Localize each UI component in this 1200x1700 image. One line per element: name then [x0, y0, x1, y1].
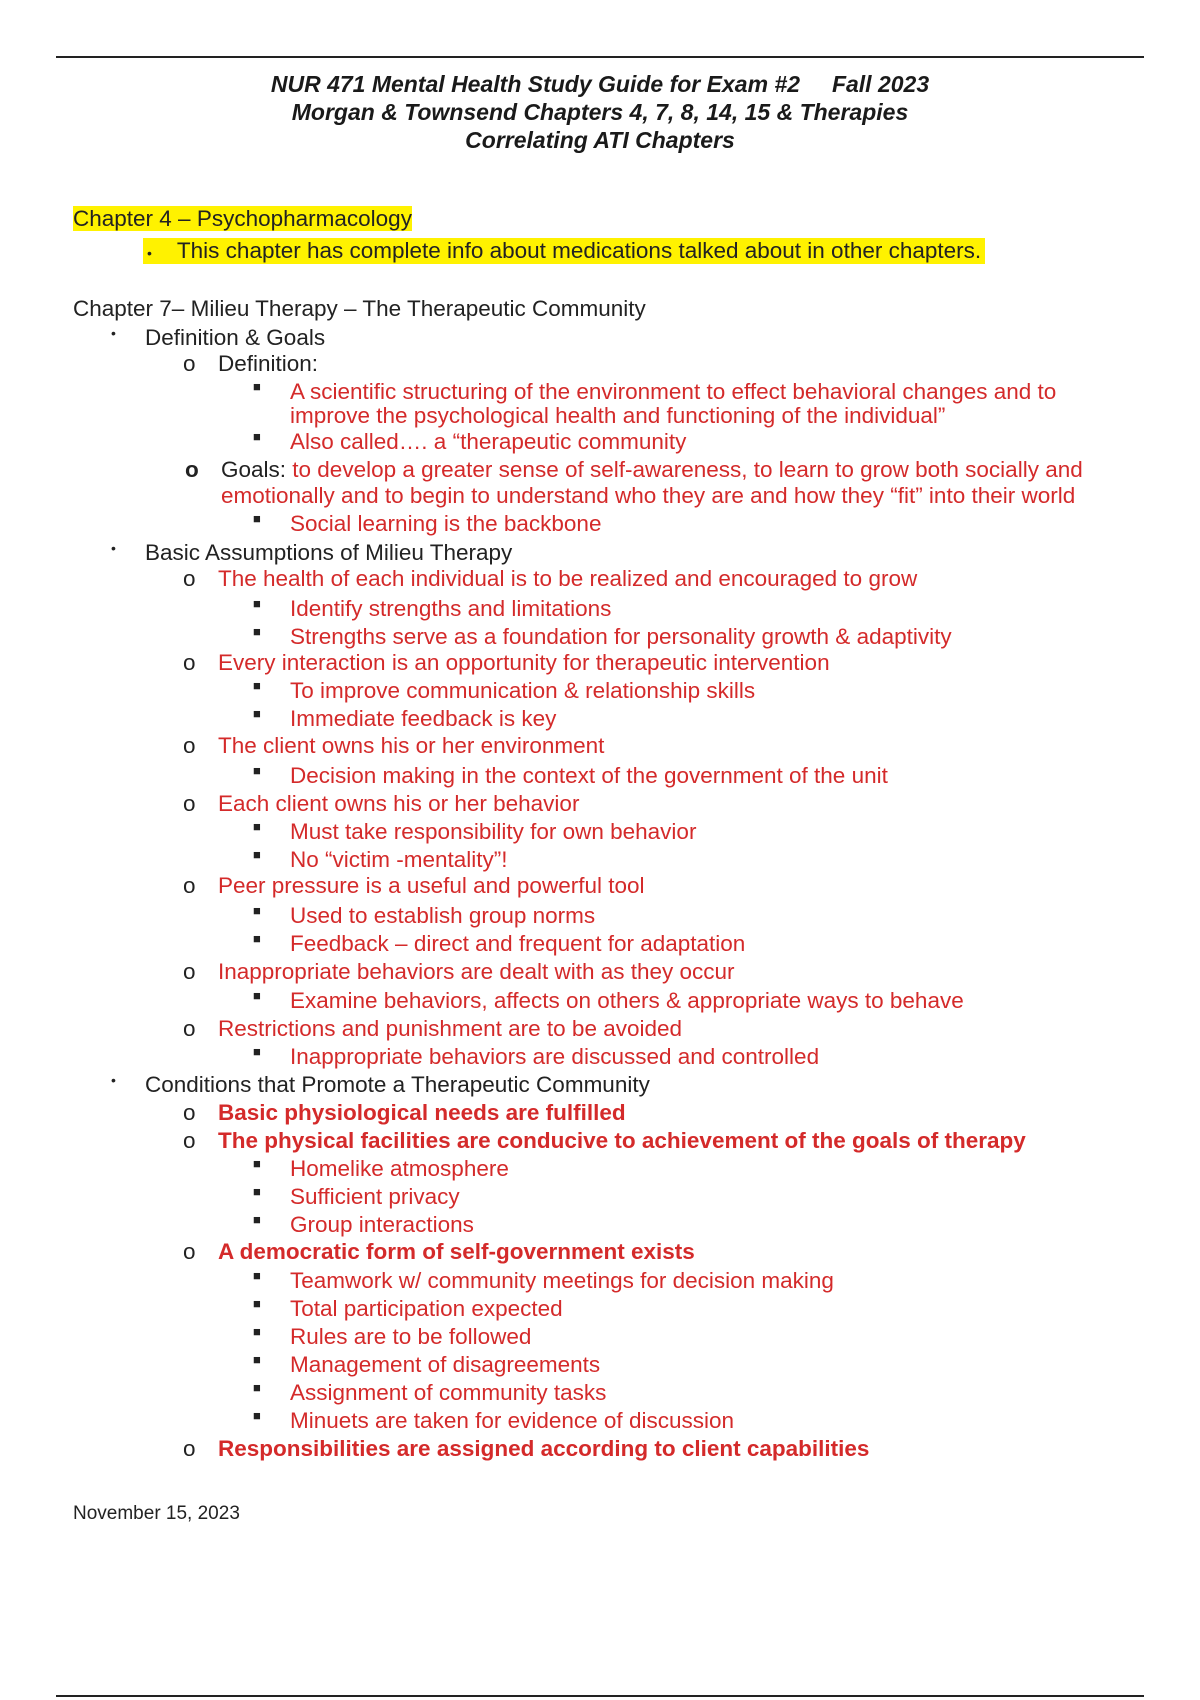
list-item: [73, 1044, 1153, 1072]
chapter-4-note-highlight: [143, 238, 985, 264]
condition-item: [73, 1436, 1153, 1464]
list-item: [73, 706, 1153, 733]
list-item: [73, 1296, 1153, 1324]
chapter-4-note: [73, 238, 1153, 272]
section-basic-assumptions: [73, 540, 1153, 566]
list-item-continuation: [73, 403, 1153, 429]
goals-continuation: [73, 483, 1153, 511]
list-item: [73, 511, 1153, 540]
square-bullet-icon: ■: [253, 1184, 261, 1199]
item-text: Also called…. a “therapeutic community: [290, 429, 687, 454]
assumption-item: [73, 566, 1153, 596]
assumption-item: [73, 733, 1153, 763]
bullet-icon: •: [111, 540, 116, 556]
section-label: Basic Assumptions of Milieu Therapy: [145, 540, 513, 565]
list-item: [73, 1324, 1153, 1352]
item-text: Used to establish group norms: [290, 903, 596, 928]
list-item: [73, 1184, 1153, 1212]
square-bullet-icon: ■: [253, 678, 261, 693]
list-item: [73, 624, 1153, 650]
assumption-item: [73, 959, 1153, 988]
goals-text-cont: emotionally and to begin to understand who they are and how they “fit” into their world: [221, 483, 1076, 508]
item-text: A scientific structuring of the environment to effect behavioral changes and to: [290, 379, 1057, 404]
item-text: Basic physiological needs are fulfilled: [218, 1100, 626, 1125]
bottom-rule: [56, 1695, 1144, 1697]
square-bullet-icon: ■: [253, 624, 261, 639]
item-text: A democratic form of self-government exists: [218, 1239, 695, 1264]
square-bullet-icon: ■: [253, 988, 261, 1003]
assumption-item: [73, 650, 1153, 678]
list-item: [73, 1380, 1153, 1408]
chapter-4-title: Chapter 4 – Psychopharmacology: [73, 206, 412, 231]
document-header: [0, 70, 1200, 154]
list-item: [73, 763, 1153, 791]
header-title: NUR 471 Mental Health Study Guide for Exam #2 Fall 2023: [270, 71, 930, 97]
square-bullet-icon: ■: [253, 847, 261, 862]
item-text: To improve communication & relationship skills: [290, 678, 756, 703]
item-text: Examine behaviors, affects on others & appropriate ways to behave: [290, 988, 964, 1013]
circle-bullet-icon: o: [185, 457, 199, 482]
square-bullet-icon: ■: [253, 1380, 261, 1395]
definition-item: [73, 351, 1153, 379]
square-bullet-icon: ■: [253, 819, 261, 834]
item-text: Responsibilities are assigned according to client capabilities: [218, 1436, 870, 1461]
square-bullet-icon: ■: [253, 511, 261, 526]
item-text: Rules are to be followed: [290, 1324, 532, 1349]
chapter-7-title: Chapter 7– Milieu Therapy – The Therapeutic Community: [73, 296, 646, 321]
bullet-icon: •: [147, 245, 152, 261]
bullet-icon: •: [111, 325, 116, 341]
list-item: [73, 1268, 1153, 1296]
item-text: Strengths serve as a foundation for personality growth & adaptivity: [290, 624, 952, 649]
item-text: Decision making in the context of the government of the unit: [290, 763, 888, 788]
square-bullet-icon: ■: [253, 596, 261, 611]
square-bullet-icon: ■: [253, 1044, 261, 1059]
section-conditions: [73, 1072, 1153, 1100]
header-chapters: Morgan & Townsend Chapters 4, 7, 8, 14, 15 & Therapies: [291, 99, 909, 125]
item-text: No “victim -mentality”!: [290, 847, 508, 872]
circle-bullet-icon: o: [183, 1239, 196, 1264]
square-bullet-icon: ■: [253, 1156, 261, 1171]
square-bullet-icon: ■: [253, 1212, 261, 1227]
square-bullet-icon: ■: [253, 1268, 261, 1283]
circle-bullet-icon: o: [183, 1016, 196, 1041]
section-label: Definition & Goals: [145, 325, 326, 350]
item-text: Group interactions: [290, 1212, 474, 1237]
item-text: Inappropriate behaviors are discussed and controlled: [290, 1044, 820, 1069]
goals-label: Goals:: [221, 457, 287, 482]
square-bullet-icon: ■: [253, 379, 261, 394]
footer-date: November 15, 2023: [73, 1503, 240, 1524]
circle-bullet-icon: o: [183, 1436, 196, 1461]
condition-item: [73, 1100, 1153, 1128]
item-text: Total participation expected: [290, 1296, 563, 1321]
item-text: Minuets are taken for evidence of discussion: [290, 1408, 734, 1433]
item-text: Must take responsibility for own behavior: [290, 819, 697, 844]
item-text: Identify strengths and limitations: [290, 596, 612, 621]
list-item: [73, 931, 1153, 959]
chapter-7-heading: [73, 296, 1153, 325]
circle-bullet-icon: o: [183, 1128, 196, 1153]
item-text: Teamwork w/ community meetings for decision making: [290, 1268, 834, 1293]
square-bullet-icon: ■: [253, 1296, 261, 1311]
item-text: Sufficient privacy: [290, 1184, 460, 1209]
list-item: [73, 988, 1153, 1016]
item-text: Each client owns his or her behavior: [218, 791, 580, 816]
square-bullet-icon: ■: [253, 1352, 261, 1367]
circle-bullet-icon: o: [183, 566, 196, 591]
bullet-icon: •: [111, 1072, 116, 1088]
circle-bullet-icon: o: [183, 959, 196, 984]
list-item: [73, 429, 1153, 457]
square-bullet-icon: ■: [253, 429, 261, 444]
list-item: [73, 1212, 1153, 1239]
circle-bullet-icon: o: [183, 351, 196, 376]
item-text: improve the psychological health and functioning of the individual”: [290, 403, 946, 428]
list-item: [73, 678, 1153, 706]
header-ati: Correlating ATI Chapters: [465, 127, 735, 153]
list-item: [73, 819, 1153, 847]
list-item: [73, 903, 1153, 931]
list-item: [73, 1352, 1153, 1380]
goals-item: [73, 457, 1153, 483]
item-text: Feedback – direct and frequent for adaptation: [290, 931, 746, 956]
circle-bullet-icon: o: [183, 650, 196, 675]
square-bullet-icon: ■: [253, 763, 261, 778]
section-definition-goals: [73, 325, 1153, 351]
condition-item: [73, 1128, 1153, 1156]
list-item: [73, 596, 1153, 624]
item-text: Restrictions and punishment are to be avoided: [218, 1016, 683, 1041]
section-label: Conditions that Promote a Therapeutic Community: [145, 1072, 650, 1097]
circle-bullet-icon: o: [183, 873, 196, 898]
square-bullet-icon: ■: [253, 1408, 261, 1423]
square-bullet-icon: ■: [253, 903, 261, 918]
chapter-4-heading: [73, 206, 1153, 238]
item-text: Immediate feedback is key: [290, 706, 557, 731]
circle-bullet-icon: o: [183, 733, 196, 758]
study-guide-content: [73, 206, 1153, 1464]
item-text: The health of each individual is to be realized and encouraged to grow: [218, 566, 918, 591]
item-text: The client owns his or her environment: [218, 733, 605, 758]
item-text: Management of disagreements: [290, 1352, 601, 1377]
circle-bullet-icon: o: [183, 1100, 196, 1125]
item-text: Inappropriate behaviors are dealt with as they occur: [218, 959, 735, 984]
list-item: [73, 1156, 1153, 1184]
item-text: Social learning is the backbone: [290, 511, 602, 536]
list-item: [73, 847, 1153, 873]
list-item: [73, 1408, 1153, 1436]
goals-text: to develop a greater sense of self-awareness, to learn to grow both socially and: [286, 457, 1083, 482]
definition-label: Definition:: [218, 351, 319, 376]
assumption-item: [73, 873, 1153, 903]
item-text: Every interaction is an opportunity for therapeutic intervention: [218, 650, 830, 675]
square-bullet-icon: ■: [253, 706, 261, 721]
item-text: Peer pressure is a useful and powerful tool: [218, 873, 645, 898]
item-text: The physical facilities are conducive to achievement of the goals of therapy: [218, 1128, 1026, 1153]
assumption-item: [73, 1016, 1153, 1044]
assumption-item: [73, 791, 1153, 819]
circle-bullet-icon: o: [183, 791, 196, 816]
list-item: [73, 379, 1153, 403]
top-rule: [56, 56, 1144, 58]
item-text: Assignment of community tasks: [290, 1380, 607, 1405]
square-bullet-icon: ■: [253, 931, 261, 946]
condition-item: [73, 1239, 1153, 1268]
square-bullet-icon: ■: [253, 1324, 261, 1339]
chapter-4-note-text: This chapter has complete info about medications talked about in other chapters.: [176, 238, 982, 263]
item-text: Homelike atmosphere: [290, 1156, 509, 1181]
